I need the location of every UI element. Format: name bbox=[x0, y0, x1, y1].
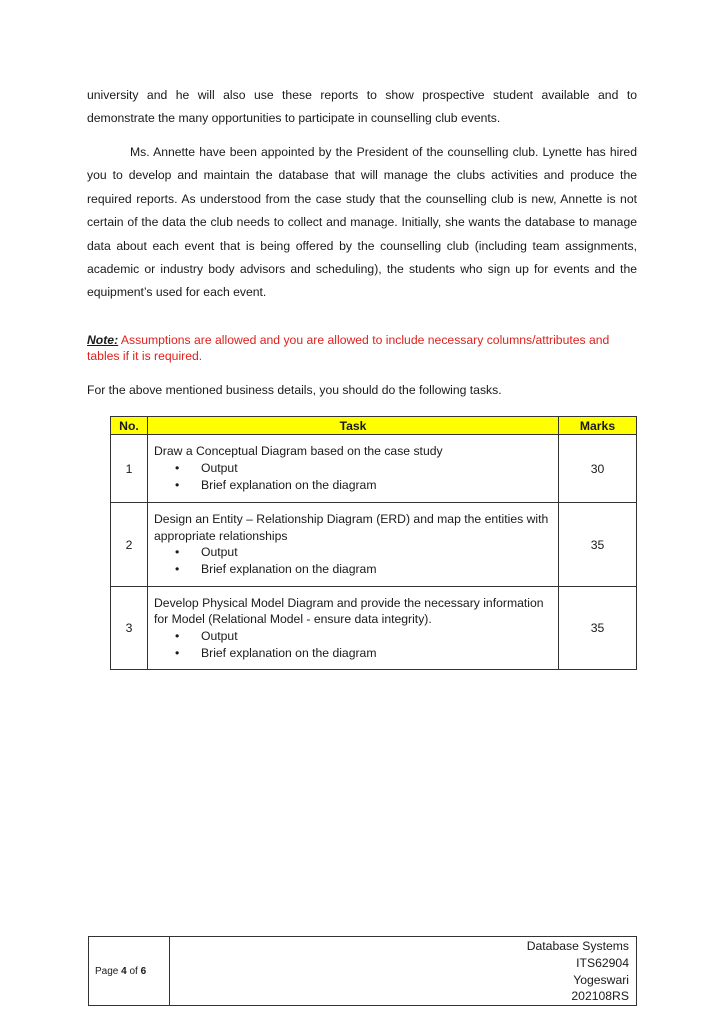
course-title: Database Systems bbox=[526, 939, 629, 953]
bullet-item bbox=[154, 477, 552, 494]
bullet-text: Brief explanation on the diagram bbox=[201, 645, 377, 660]
bullet-item bbox=[154, 645, 552, 662]
note-text: Assumptions are allowed and you are allowed to include necessary columns/attributes and tables if it is required. bbox=[87, 333, 610, 363]
tasks-intro: For the above mentioned business details, you should do the following tasks. bbox=[87, 383, 502, 397]
note-block bbox=[87, 333, 643, 364]
bullet-icon: • bbox=[175, 477, 180, 492]
task-bullets bbox=[154, 460, 552, 494]
task-bullets bbox=[154, 628, 552, 662]
bullet-text: Brief explanation on the diagram bbox=[201, 477, 377, 492]
task-cell bbox=[148, 435, 559, 503]
task-cell bbox=[148, 503, 559, 587]
table-row bbox=[111, 503, 637, 587]
header-marks: Marks bbox=[559, 417, 637, 435]
page-prefix: Page bbox=[95, 965, 122, 977]
bullet-item bbox=[154, 561, 552, 578]
note-label: Note: bbox=[87, 333, 119, 347]
header-no: No. bbox=[111, 417, 148, 435]
bullet-item bbox=[154, 544, 552, 561]
task-description: Design an Entity – Relationship Diagram (ERD) and map the entities with appropriate relationships bbox=[154, 512, 549, 543]
task-marks: 30 bbox=[559, 435, 637, 503]
task-cell bbox=[148, 587, 559, 670]
bullet-item bbox=[154, 460, 552, 477]
bullet-text: Brief explanation on the diagram bbox=[201, 562, 377, 576]
task-marks: 35 bbox=[559, 503, 637, 587]
bullet-icon: • bbox=[175, 562, 180, 576]
header-task: Task bbox=[148, 417, 559, 435]
bullet-text: Output bbox=[201, 460, 238, 475]
table-row bbox=[111, 435, 637, 503]
task-description: Draw a Conceptual Diagram based on the case study bbox=[154, 444, 443, 459]
lecturer-name: Yogeswari bbox=[573, 972, 629, 987]
course-code: ITS62904 bbox=[576, 955, 629, 970]
page-total: 6 bbox=[140, 965, 147, 977]
bullet-item bbox=[154, 628, 552, 645]
task-bullets bbox=[154, 544, 552, 578]
task-number: 3 bbox=[111, 587, 148, 670]
bullet-icon: • bbox=[175, 645, 180, 660]
table-row bbox=[111, 587, 637, 670]
course-info bbox=[170, 937, 637, 1006]
page-current: 4 bbox=[121, 965, 127, 977]
page-footer bbox=[88, 936, 637, 1006]
bullet-text: Output bbox=[201, 628, 238, 643]
task-marks: 35 bbox=[559, 587, 637, 670]
page-of: of bbox=[126, 965, 141, 977]
tasks-table bbox=[110, 416, 637, 670]
paragraph-case-study: Ms. Annette have been appointed by the President of the counselling club. Lynette has hired you to develop and maintain the database that will manage the clubs activities and produce the required reports. As understood from the case study that the counselling club is new, Annette is not certain of the data the club needs to collect and manage. Initially, she wants the database to manage data about each event that is being offered by the counselling club (including team assignments, academic or industry body advisors and scheduling), the students who sign up for events and the equipment’s used for each event. bbox=[87, 145, 637, 300]
task-description: Develop Physical Model Diagram and provide the necessary information for Model (Relational Model - ensure data integrity). bbox=[154, 595, 544, 626]
paragraph-intro-continued: university and he will also use these reports to show prospective student available and to demonstrate the many opportunities to participate in counselling club events. bbox=[87, 88, 637, 126]
task-number: 2 bbox=[111, 503, 148, 587]
table-header-row bbox=[111, 417, 637, 435]
bullet-text: Output bbox=[201, 545, 238, 559]
bullet-icon: • bbox=[175, 628, 180, 643]
term-code: 202108RS bbox=[571, 989, 629, 1004]
task-number: 1 bbox=[111, 435, 148, 503]
bullet-icon: • bbox=[175, 460, 180, 475]
page-number bbox=[89, 937, 170, 1006]
bullet-icon: • bbox=[175, 545, 180, 559]
